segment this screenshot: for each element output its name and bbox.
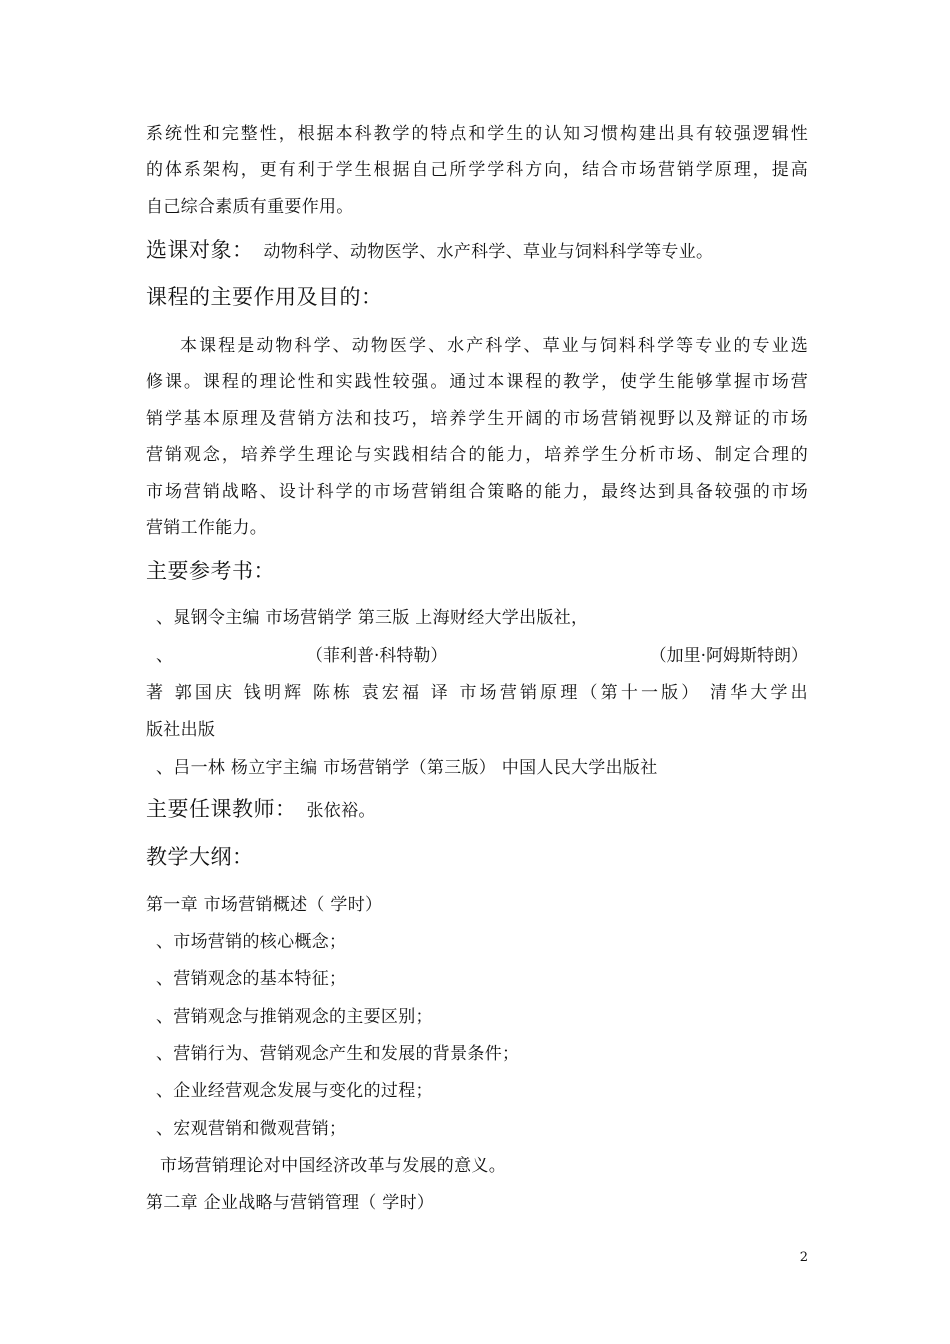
references-heading: 主要参考书： (146, 559, 275, 583)
purpose-line-6: 营销工作能力。 (146, 518, 268, 538)
purpose-heading: 课程的主要作用及目的： (146, 285, 383, 309)
target-value: 动物科学、动物医学、水产科学、草业与饲料科学等专业。 (263, 242, 714, 262)
reference-1: 、晁钢令主编 市场营销学 第三版 上海财经大学出版社， (156, 608, 589, 628)
teacher-label: 主要任课教师： (146, 797, 297, 821)
target-row (146, 236, 808, 266)
syllabus-heading: 教学大纲： (146, 845, 254, 869)
purpose-line-3: 销学基本原理及营销方法和技巧，培养学生开阔的市场营销视野以及辩证的市场 (146, 409, 808, 429)
teacher-row (146, 795, 808, 825)
chapter-1-item-2: 、营销观念的基本特征； (156, 969, 347, 989)
chapter-1-item-4: 、营销行为、营销观念产生和发展的背景条件； (156, 1044, 520, 1064)
chapter-1-title: 第一章 市场营销概述（ 学时） (146, 895, 383, 915)
chapter-1-item-7: 市场营销理论对中国经济改革与发展的意义。 (160, 1156, 506, 1176)
intro-line-2: 的体系架构，更有利于学生根据自己所学学科方向，结合市场营销学原理，提高 (146, 160, 808, 180)
reference-2-author-2: （加里·阿姆斯特朗） (649, 646, 808, 666)
purpose-line-5: 市场营销战略、设计科学的市场营销组合策略的能力，最终达到具备较强的市场 (146, 482, 808, 502)
chapter-1-item-1: 、市场营销的核心概念； (156, 932, 347, 952)
purpose-line-1: 本课程是动物科学、动物医学、水产科学、草业与饲料科学等专业的专业选 (180, 336, 808, 356)
reference-2-prefix: 、 (156, 646, 173, 666)
chapter-1-item-6: 、宏观营销和微观营销； (156, 1119, 347, 1139)
chapter-1-item-3: 、营销观念与推销观念的主要区别； (156, 1007, 433, 1027)
teacher-value: 张依裕。 (306, 801, 376, 821)
chapter-2-title: 第二章 企业战略与营销管理（ 学时） (146, 1193, 435, 1213)
chapter-1-item-5: 、企业经营观念发展与变化的过程； (156, 1081, 433, 1101)
purpose-line-4: 营销观念，培养学生理论与实践相结合的能力，培养学生分析市场、制定合理的 (146, 445, 808, 465)
reference-2-line-3: 版社出版 (146, 720, 216, 740)
target-label: 选课对象： (146, 238, 254, 262)
reference-3: 、吕一林 杨立宇主编 市场营销学（第三版） 中国人民大学出版社 (156, 758, 658, 778)
reference-2-line-2: 著 郭国庆 钱明辉 陈栋 袁宏福 译 市场营销原理（第十一版） 清华大学出 (146, 683, 808, 703)
page-number: 2 (799, 1250, 808, 1265)
intro-line-1: 系统性和完整性，根据本科教学的特点和学生的认知习惯构建出具有较强逻辑性 (146, 124, 808, 144)
purpose-line-2: 修课。课程的理论性和实践性较强。通过本课程的教学，使学生能够掌握市场营 (146, 372, 808, 392)
intro-line-3: 自己综合素质有重要作用。 (146, 197, 354, 217)
reference-2-author-1: （菲利普·科特勒） (306, 646, 448, 666)
